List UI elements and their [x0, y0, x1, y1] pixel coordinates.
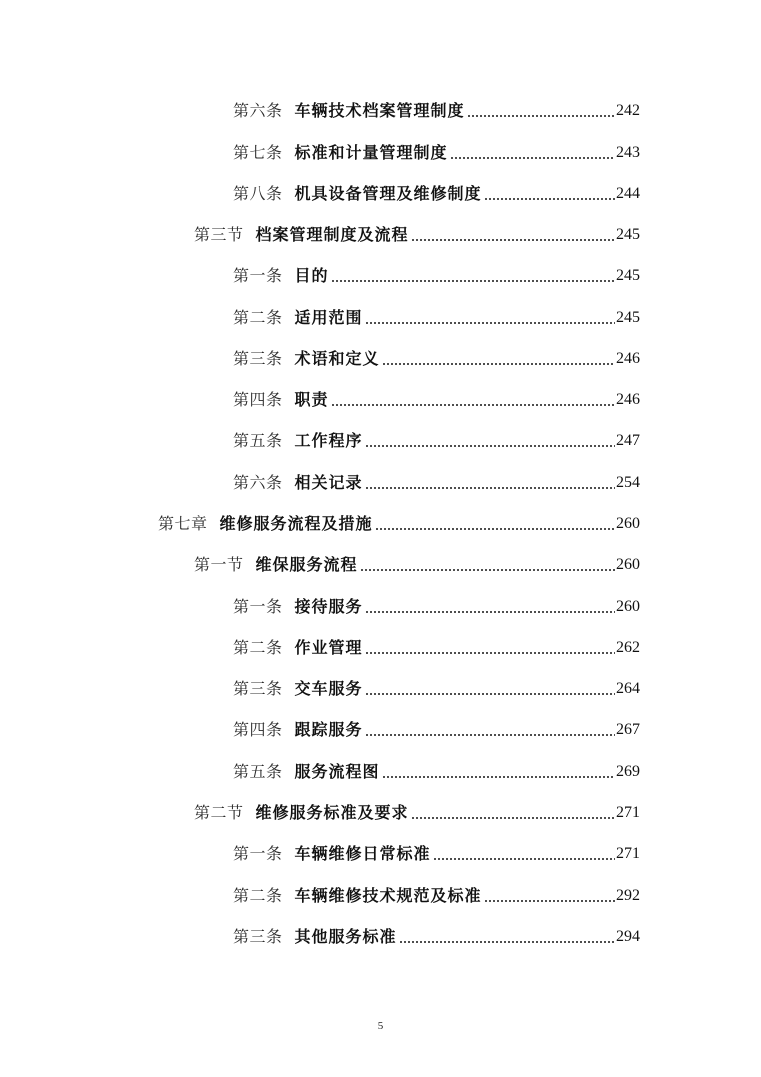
- dot-leader: [365, 322, 615, 324]
- toc-entry-title: 目的: [294, 266, 329, 285]
- toc-entry-title: 职责: [294, 390, 329, 409]
- toc-entry-title: 工作程序: [294, 431, 363, 450]
- dot-leader: [411, 817, 615, 819]
- toc-entry-page: 292: [616, 887, 640, 904]
- dot-leader: [365, 693, 615, 695]
- toc-entry-title: 维修服务流程及措施: [219, 514, 373, 533]
- toc-entry-title: 作业管理: [294, 638, 363, 657]
- toc-entry[interactable]: [233, 302, 640, 328]
- dot-leader: [484, 198, 615, 200]
- toc-entry-title: 交车服务: [294, 679, 363, 698]
- toc-entry-page: 245: [616, 309, 640, 326]
- toc-entry-label: 第五条: [233, 431, 283, 450]
- toc-entry-label: 第六条: [233, 101, 283, 120]
- dot-leader: [382, 776, 615, 778]
- dot-leader: [331, 280, 615, 282]
- toc-entry-page: 294: [616, 928, 640, 945]
- dot-leader: [365, 611, 615, 613]
- toc-entry-title: 术语和定义: [294, 349, 380, 368]
- toc-entry-label: 第一条: [233, 266, 283, 285]
- toc-entry-page: 264: [616, 680, 640, 697]
- toc-entry[interactable]: [233, 756, 640, 782]
- dot-leader: [433, 858, 615, 860]
- toc-entry-label: 第一条: [233, 597, 283, 616]
- toc-entry[interactable]: [233, 921, 640, 947]
- toc-entry-title: 车辆维修日常标准: [294, 844, 431, 863]
- toc-entry[interactable]: [233, 632, 640, 658]
- dot-leader: [365, 487, 615, 489]
- page-number: 5: [377, 1020, 384, 1032]
- toc-entry-label: 第七条: [233, 143, 283, 162]
- toc-entry-title: 车辆技术档案管理制度: [294, 101, 465, 120]
- toc-entry-page: 260: [616, 515, 640, 532]
- toc-entry[interactable]: [233, 673, 640, 699]
- toc-entry-label: 第三条: [233, 927, 283, 946]
- toc-entry[interactable]: [233, 384, 640, 410]
- toc-entry-page: 242: [616, 102, 640, 119]
- toc-entry[interactable]: [194, 549, 640, 575]
- dot-leader: [382, 363, 615, 365]
- toc-entry-label: 第四条: [233, 720, 283, 739]
- toc-entry-page: 243: [616, 144, 640, 161]
- toc-entry-title: 标准和计量管理制度: [294, 143, 448, 162]
- toc-entry[interactable]: [233, 178, 640, 204]
- toc-entry-label: 第三条: [233, 679, 283, 698]
- toc-entry-label: 第七章: [158, 514, 208, 533]
- toc-entry-page: 254: [616, 474, 640, 491]
- toc-entry-page: 245: [616, 267, 640, 284]
- toc-entry[interactable]: [233, 425, 640, 451]
- toc-entry[interactable]: [233, 467, 640, 493]
- toc-entry-label: 第五条: [233, 762, 283, 781]
- toc-entry-label: 第三节: [194, 225, 244, 244]
- toc-entry-title: 其他服务标准: [294, 927, 397, 946]
- toc-entry-page: 260: [616, 598, 640, 615]
- toc-entry-label: 第二条: [233, 638, 283, 657]
- toc-entry-title: 服务流程图: [294, 762, 380, 781]
- toc-entry[interactable]: [194, 219, 640, 245]
- toc-entry-label: 第三条: [233, 349, 283, 368]
- dot-leader: [331, 404, 615, 406]
- toc-entry-title: 车辆维修技术规范及标准: [294, 886, 482, 905]
- toc-entry-page: 271: [616, 845, 640, 862]
- dot-leader: [365, 734, 615, 736]
- toc-entry-page: 267: [616, 721, 640, 738]
- toc-entry[interactable]: [158, 508, 640, 534]
- toc-entry[interactable]: [233, 880, 640, 906]
- dot-leader: [365, 652, 615, 654]
- toc-entry-title: 档案管理制度及流程: [255, 225, 409, 244]
- toc-entry-label: 第六条: [233, 473, 283, 492]
- toc-entry[interactable]: [233, 591, 640, 617]
- toc-entry-label: 第二节: [194, 803, 244, 822]
- dot-leader: [484, 900, 615, 902]
- toc-entry-label: 第一节: [194, 555, 244, 574]
- toc-entry-title: 相关记录: [294, 473, 363, 492]
- dot-leader: [375, 528, 615, 530]
- toc-entry-page: 244: [616, 185, 640, 202]
- toc-entry-page: 271: [616, 804, 640, 821]
- toc-entry-label: 第二条: [233, 886, 283, 905]
- toc-entry[interactable]: [233, 137, 640, 163]
- toc-entry-title: 适用范围: [294, 308, 363, 327]
- toc-entry-label: 第二条: [233, 308, 283, 327]
- toc-entry-title: 机具设备管理及维修制度: [294, 184, 482, 203]
- dot-leader: [360, 569, 615, 571]
- toc-entry-label: 第四条: [233, 390, 283, 409]
- toc-entry-page: 269: [616, 763, 640, 780]
- toc-entry-label: 第一条: [233, 844, 283, 863]
- toc-entry[interactable]: [233, 714, 640, 740]
- toc-entry-page: 262: [616, 639, 640, 656]
- toc-entry[interactable]: [233, 95, 640, 121]
- toc-entry[interactable]: [233, 260, 640, 286]
- dot-leader: [365, 445, 615, 447]
- toc-entry-label: 第八条: [233, 184, 283, 203]
- toc-entry-page: 247: [616, 432, 640, 449]
- toc-entry[interactable]: [233, 838, 640, 864]
- dot-leader: [411, 239, 615, 241]
- dot-leader: [450, 157, 615, 159]
- toc-entry-title: 接待服务: [294, 597, 363, 616]
- dot-leader: [467, 115, 615, 117]
- toc-entry-title: 跟踪服务: [294, 720, 363, 739]
- toc-entry[interactable]: [233, 343, 640, 369]
- toc-entry[interactable]: [194, 797, 640, 823]
- toc-entry-page: 260: [616, 556, 640, 573]
- toc-entry-title: 维修服务标准及要求: [255, 803, 409, 822]
- toc-entry-title: 维保服务流程: [255, 555, 358, 574]
- toc-entry-page: 245: [616, 226, 640, 243]
- toc-entry-page: 246: [616, 391, 640, 408]
- toc-entry-page: 246: [616, 350, 640, 367]
- dot-leader: [399, 941, 615, 943]
